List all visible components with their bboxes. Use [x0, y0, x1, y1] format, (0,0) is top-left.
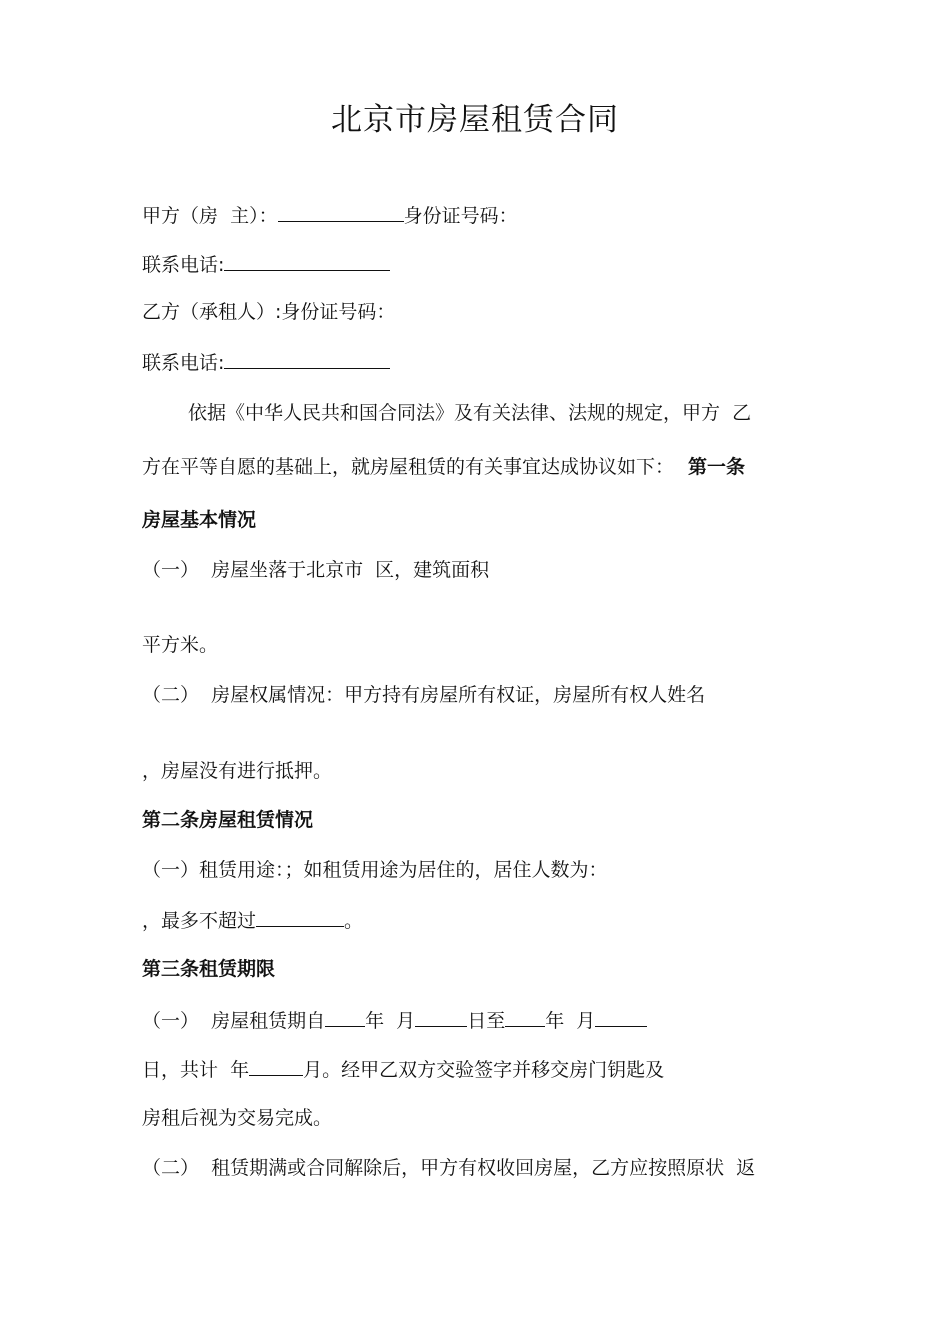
- intro-text: 方在平等自愿的基础上，就房屋租赁的有关事宜达成协议如下：: [142, 456, 675, 478]
- party-a-label: 甲方（房 主）：: [142, 205, 278, 227]
- item-2-1-continued: [142, 904, 363, 936]
- item-3-1-continued-2: 房租后视为交易完成。: [142, 1107, 333, 1129]
- article-1-prefix: 第一条: [688, 456, 746, 478]
- item-2-1: （一）租赁用途：；如租赁用途为居住的，居住人数为：: [142, 859, 608, 881]
- lease-start-label: （一） 房屋租赁期自: [142, 1010, 326, 1032]
- item-1-2-continued: ，房屋没有进行抵押。: [142, 760, 333, 782]
- end-year-blank: [505, 1004, 545, 1027]
- start-year-month-label: 年 月: [365, 1010, 416, 1032]
- start-year-blank: [325, 1004, 365, 1027]
- lease-handover-text: 月。经甲乙双方交验签字并移交房门钥匙及: [303, 1059, 665, 1081]
- lease-total-label: 日，共计 年: [142, 1059, 250, 1081]
- article-1-heading: 房屋基本情况: [142, 509, 257, 531]
- document-title: 北京市房屋租赁合同: [331, 102, 619, 138]
- item-1-1: （一） 房屋坐落于北京市 区，建筑面积: [142, 559, 490, 581]
- article-2-heading: 第二条房屋租赁情况: [142, 809, 314, 831]
- contact-a-blank: [224, 248, 390, 271]
- party-b-line: 乙方（承租人）:身份证号码：: [142, 301, 396, 323]
- max-occupants-blank: [256, 904, 344, 927]
- end-day-blank: [595, 1004, 647, 1027]
- lease-months-blank: [249, 1053, 303, 1076]
- contact-line-a: [142, 248, 390, 280]
- contact-line-b: [142, 346, 390, 378]
- max-occupants-end: 。: [344, 910, 364, 932]
- contact-b-blank: [224, 346, 390, 369]
- end-year-month-label: 年 月: [545, 1010, 596, 1032]
- party-a-name-blank: [278, 199, 404, 222]
- intro-line-1: 依据《中华人民共和国合同法》及有关法律、法规的规定，甲方 乙: [188, 402, 752, 424]
- party-a-line: [142, 199, 518, 231]
- intro-line-2: [142, 452, 745, 482]
- id-number-label: 身份证号码：: [403, 205, 518, 227]
- item-3-1: [142, 1004, 647, 1036]
- item-1-1-continued: 平方米。: [142, 634, 219, 656]
- lease-to-label: 日至: [467, 1010, 506, 1032]
- start-day-blank: [415, 1004, 467, 1027]
- article-3-heading: 第三条租赁期限: [142, 958, 276, 980]
- contact-label-a: 联系电话:: [142, 254, 225, 276]
- contact-label-b: 联系电话:: [142, 352, 225, 374]
- item-1-2: （二） 房屋权属情况：甲方持有房屋所有权证，房屋所有权人姓名: [142, 684, 706, 706]
- item-3-1-continued: [142, 1053, 664, 1085]
- item-3-2: （二） 租赁期满或合同解除后，甲方有权收回房屋，乙方应按照原状 返: [142, 1157, 756, 1179]
- max-occupants-label: ，最多不超过: [142, 910, 257, 932]
